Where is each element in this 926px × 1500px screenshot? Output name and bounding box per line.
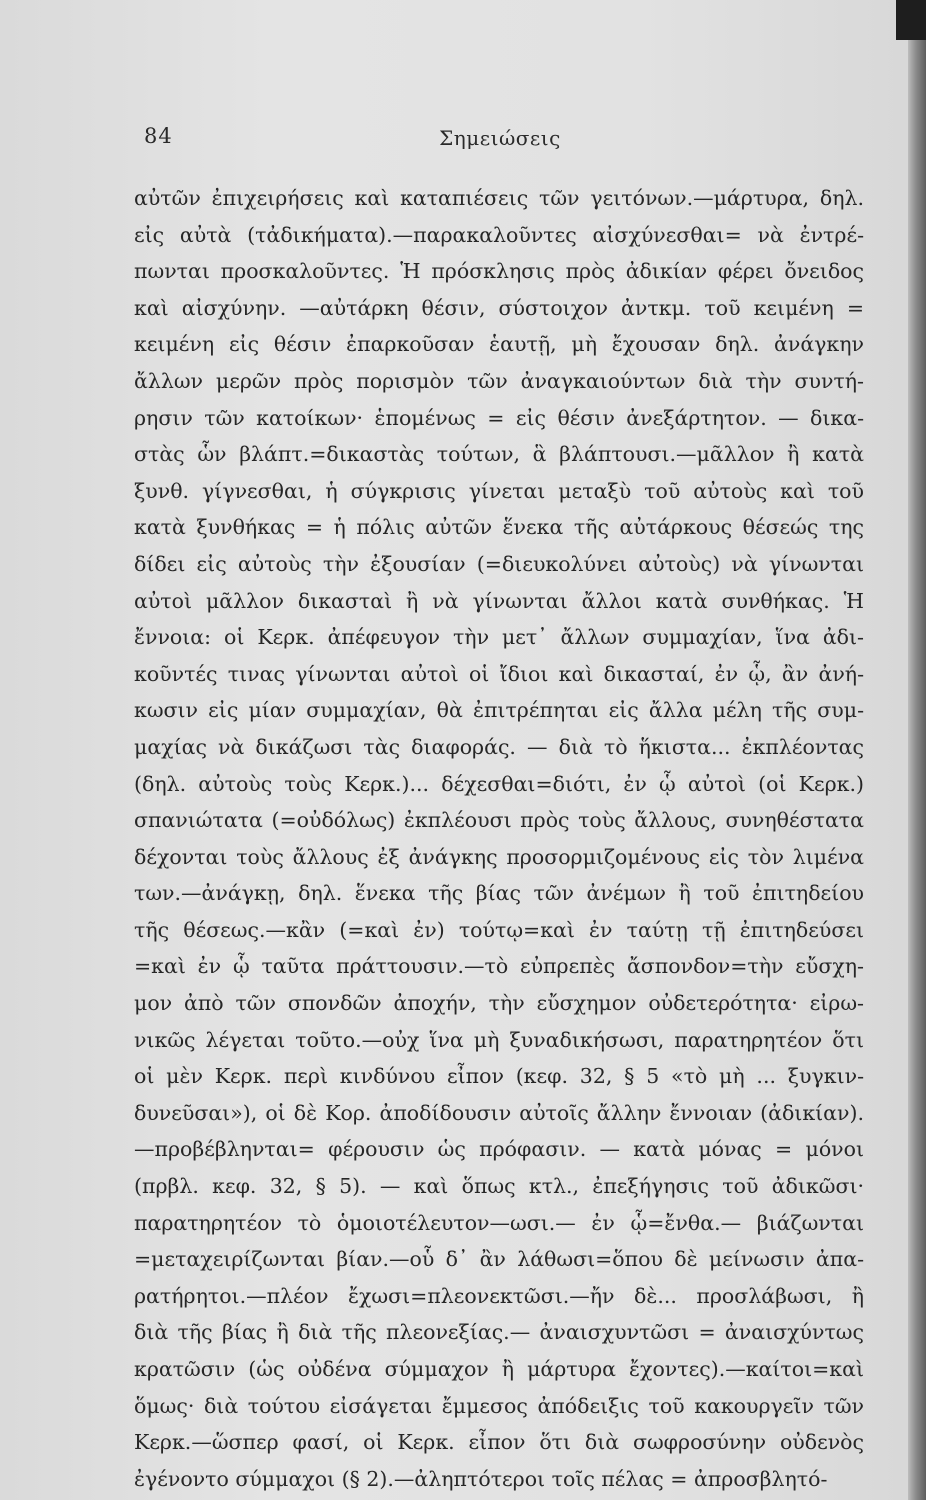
text-line: σπανιώτατα (=οὐδόλως) ἐκπλέουσι πρὸς τοὺς ἄλλους, συνηθέστατα <box>134 808 864 833</box>
text-line: ρησιν τῶν κατοίκων· ἑπομένως = εἰς θέσιν ἀνεξάρτητον. — δικα- <box>134 405 864 430</box>
text-line: ὅμως· διὰ τούτου εἰσάγεται ἔμμεσος ἀπόδειξις τοῦ κακουργεῖν τῶν <box>134 1393 864 1418</box>
text-line: κειμένη εἰς θέσιν ἐπαρκοῦσαν ἑαυτῇ, μὴ ἔχουσαν δηλ. ἀνάγκην <box>134 332 864 357</box>
text-line: στὰς ὧν βλάπτ.=δικαστὰς τούτων, ἃ βλάπτουσι.—μᾶλλον ἢ κατὰ <box>134 442 864 467</box>
page-corner-shadow <box>896 0 926 40</box>
running-title: Σημειώσεις <box>439 126 561 150</box>
text-line: διὰ τῆς βίας ἢ διὰ τῆς πλεονεξίας.— ἀναισχυντῶσι = ἀναισχύντως <box>134 1320 864 1345</box>
text-line: κωσιν εἰς μίαν συμμαχίαν, θὰ ἐπιτρέπηται εἰς ἄλλα μέλη τῆς συμ- <box>134 698 864 723</box>
text-line: ξυνθ. γίγνεσθαι, ἡ σύγκρισις γίνεται μεταξὺ τοῦ αὐτοὺς καὶ τοῦ <box>134 478 864 503</box>
text-line: μον ἀπὸ τῶν σπονδῶν ἀποχήν, τὴν εὔσχημον οὐδετερότητα· εἰρω- <box>134 991 864 1016</box>
text-line: καὶ αἰσχύνην. —αὐτάρκη θέσιν, σύστοιχον ἀντκμ. τοῦ κειμένη = <box>134 295 864 320</box>
text-line: =μεταχειρίζωνται βίαν.—οὗ δ᾽ ἂν λάθωσι=ὅπου δὲ μείνωσιν ἀπα- <box>134 1247 864 1272</box>
text-line: μαχίας νὰ δικάζωσι τὰς διαφοράς. — διὰ τὸ ἥκιστα... ἐκπλέοντας <box>134 734 864 759</box>
text-line: κατὰ ξυνθήκας = ἡ πόλις αὐτῶν ἕνεκα τῆς αὐτάρκους θέσεώς της <box>134 515 864 540</box>
text-line: ρατήρητοι.—πλέον ἔχωσι=πλεονεκτῶσι.—ἤν δὲ... προσλάβωσι, ἢ <box>134 1283 864 1308</box>
text-line: εἰς αὐτὰ (τἀδικήματα).—παρακαλοῦντες αἰσχύνεσθαι= νὰ ἐντρέ- <box>134 222 864 247</box>
text-line: ἔννοια: οἱ Κερκ. ἀπέφευγον τὴν μετ᾽ ἄλλων συμμαχίαν, ἵνα ἀδι- <box>134 625 864 650</box>
text-line: πωνται προσκαλοῦντες. Ἡ πρόσκλησις πρὸς ἀδικίαν φέρει ὄνειδος <box>134 259 864 284</box>
text-line: οἱ μὲν Κερκ. περὶ κινδύνου εἶπον (κεφ. 32, § 5 «τὸ μὴ ... ξυγκιν- <box>134 1064 864 1089</box>
text-line: =καὶ ἐν ᾧ ταῦτα πράττουσιν.—τὸ εὐπρεπὲς ἄσπονδον=τὴν εὔσχη- <box>134 954 864 979</box>
text-line: παρατηρητέον τὸ ὁμοιοτέλευτον—ωσι.— ἐν ᾧ=ἔνθα.— βιάζωνται <box>134 1210 864 1235</box>
text-line: δυνεῦσαι»), οἱ δὲ Κορ. ἀποδίδουσιν αὐτοῖς ἄλλην ἔννοιαν (ἀδικίαν). <box>134 1100 864 1125</box>
text-line: ἐγένοντο σύμμαχοι (§ 2).—ἀληπτότεροι τοῖς πέλας = ἀπροσβλητό- <box>134 1466 828 1491</box>
text-line: δίδει εἰς αὐτοὺς τὴν ἐξουσίαν (=διευκολύνει αὐτοὺς) νὰ γίνωνται <box>134 551 864 576</box>
text-line: (δηλ. αὐτοὺς τοὺς Κερκ.)... δέχεσθαι=διότι, ἐν ᾧ αὐτοὶ (οἱ Κερκ.) <box>134 771 864 796</box>
text-line: —προβέβληνται= φέρουσιν ὡς πρόφασιν. — κατὰ μόνας = μόνοι <box>134 1137 864 1162</box>
page-edge-shadow <box>908 0 926 1500</box>
body-text <box>134 180 864 1497</box>
text-line: αὐτῶν ἐπιχειρήσεις καὶ καταπιέσεις τῶν γειτόνων.—μάρτυρα, δηλ. <box>134 186 864 210</box>
text-line: τῆς θέσεως.—κἂν (=καὶ ἐν) τούτῳ=καὶ ἐν ταύτῃ τῇ ἐπιτηδεύσει <box>134 917 864 942</box>
text-line: των.—ἀνάγκῃ, δηλ. ἕνεκα τῆς βίας τῶν ἀνέμων ἢ τοῦ ἐπιτηδείου <box>134 881 864 906</box>
text-line: νικῶς λέγεται τοῦτο.—οὐχ ἵνα μὴ ξυναδικήσωσι, παρατηρητέον ὅτι <box>134 1027 864 1052</box>
page-header <box>130 124 870 158</box>
text-line: (πρβλ. κεφ. 32, § 5). — καὶ ὅπως κτλ., ἐπεξήγησις τοῦ ἀδικῶσι· <box>134 1174 864 1199</box>
text-line: κρατῶσιν (ὡς οὐδένα σύμμαχον ἢ μάρτυρα ἔχοντες).—καίτοι=καὶ <box>134 1357 864 1381</box>
text-line: Κερκ.—ὥσπερ φασί, οἱ Κερκ. εἶπον ὅτι διὰ σωφροσύνην οὐδενὸς <box>134 1430 864 1455</box>
text-line: δέχονται τοὺς ἄλλους ἐξ ἀνάγκης προσορμιζομένους εἰς τὸν λιμένα <box>134 844 864 869</box>
page-number: 84 <box>144 124 173 148</box>
text-line: κοῦντές τινας γίνωνται αὐτοὶ οἱ ἴδιοι καὶ δικασταί, ἐν ᾧ, ἂν ἀνή- <box>134 661 864 686</box>
text-line: αὐτοὶ μᾶλλον δικασταὶ ἢ νὰ γίνωνται ἄλλοι κατὰ συνθήκας. Ἡ <box>134 588 864 613</box>
text-line: ἄλλων μερῶν πρὸς πορισμὸν τῶν ἀναγκαιούντων διὰ τὴν συντή- <box>134 368 864 393</box>
